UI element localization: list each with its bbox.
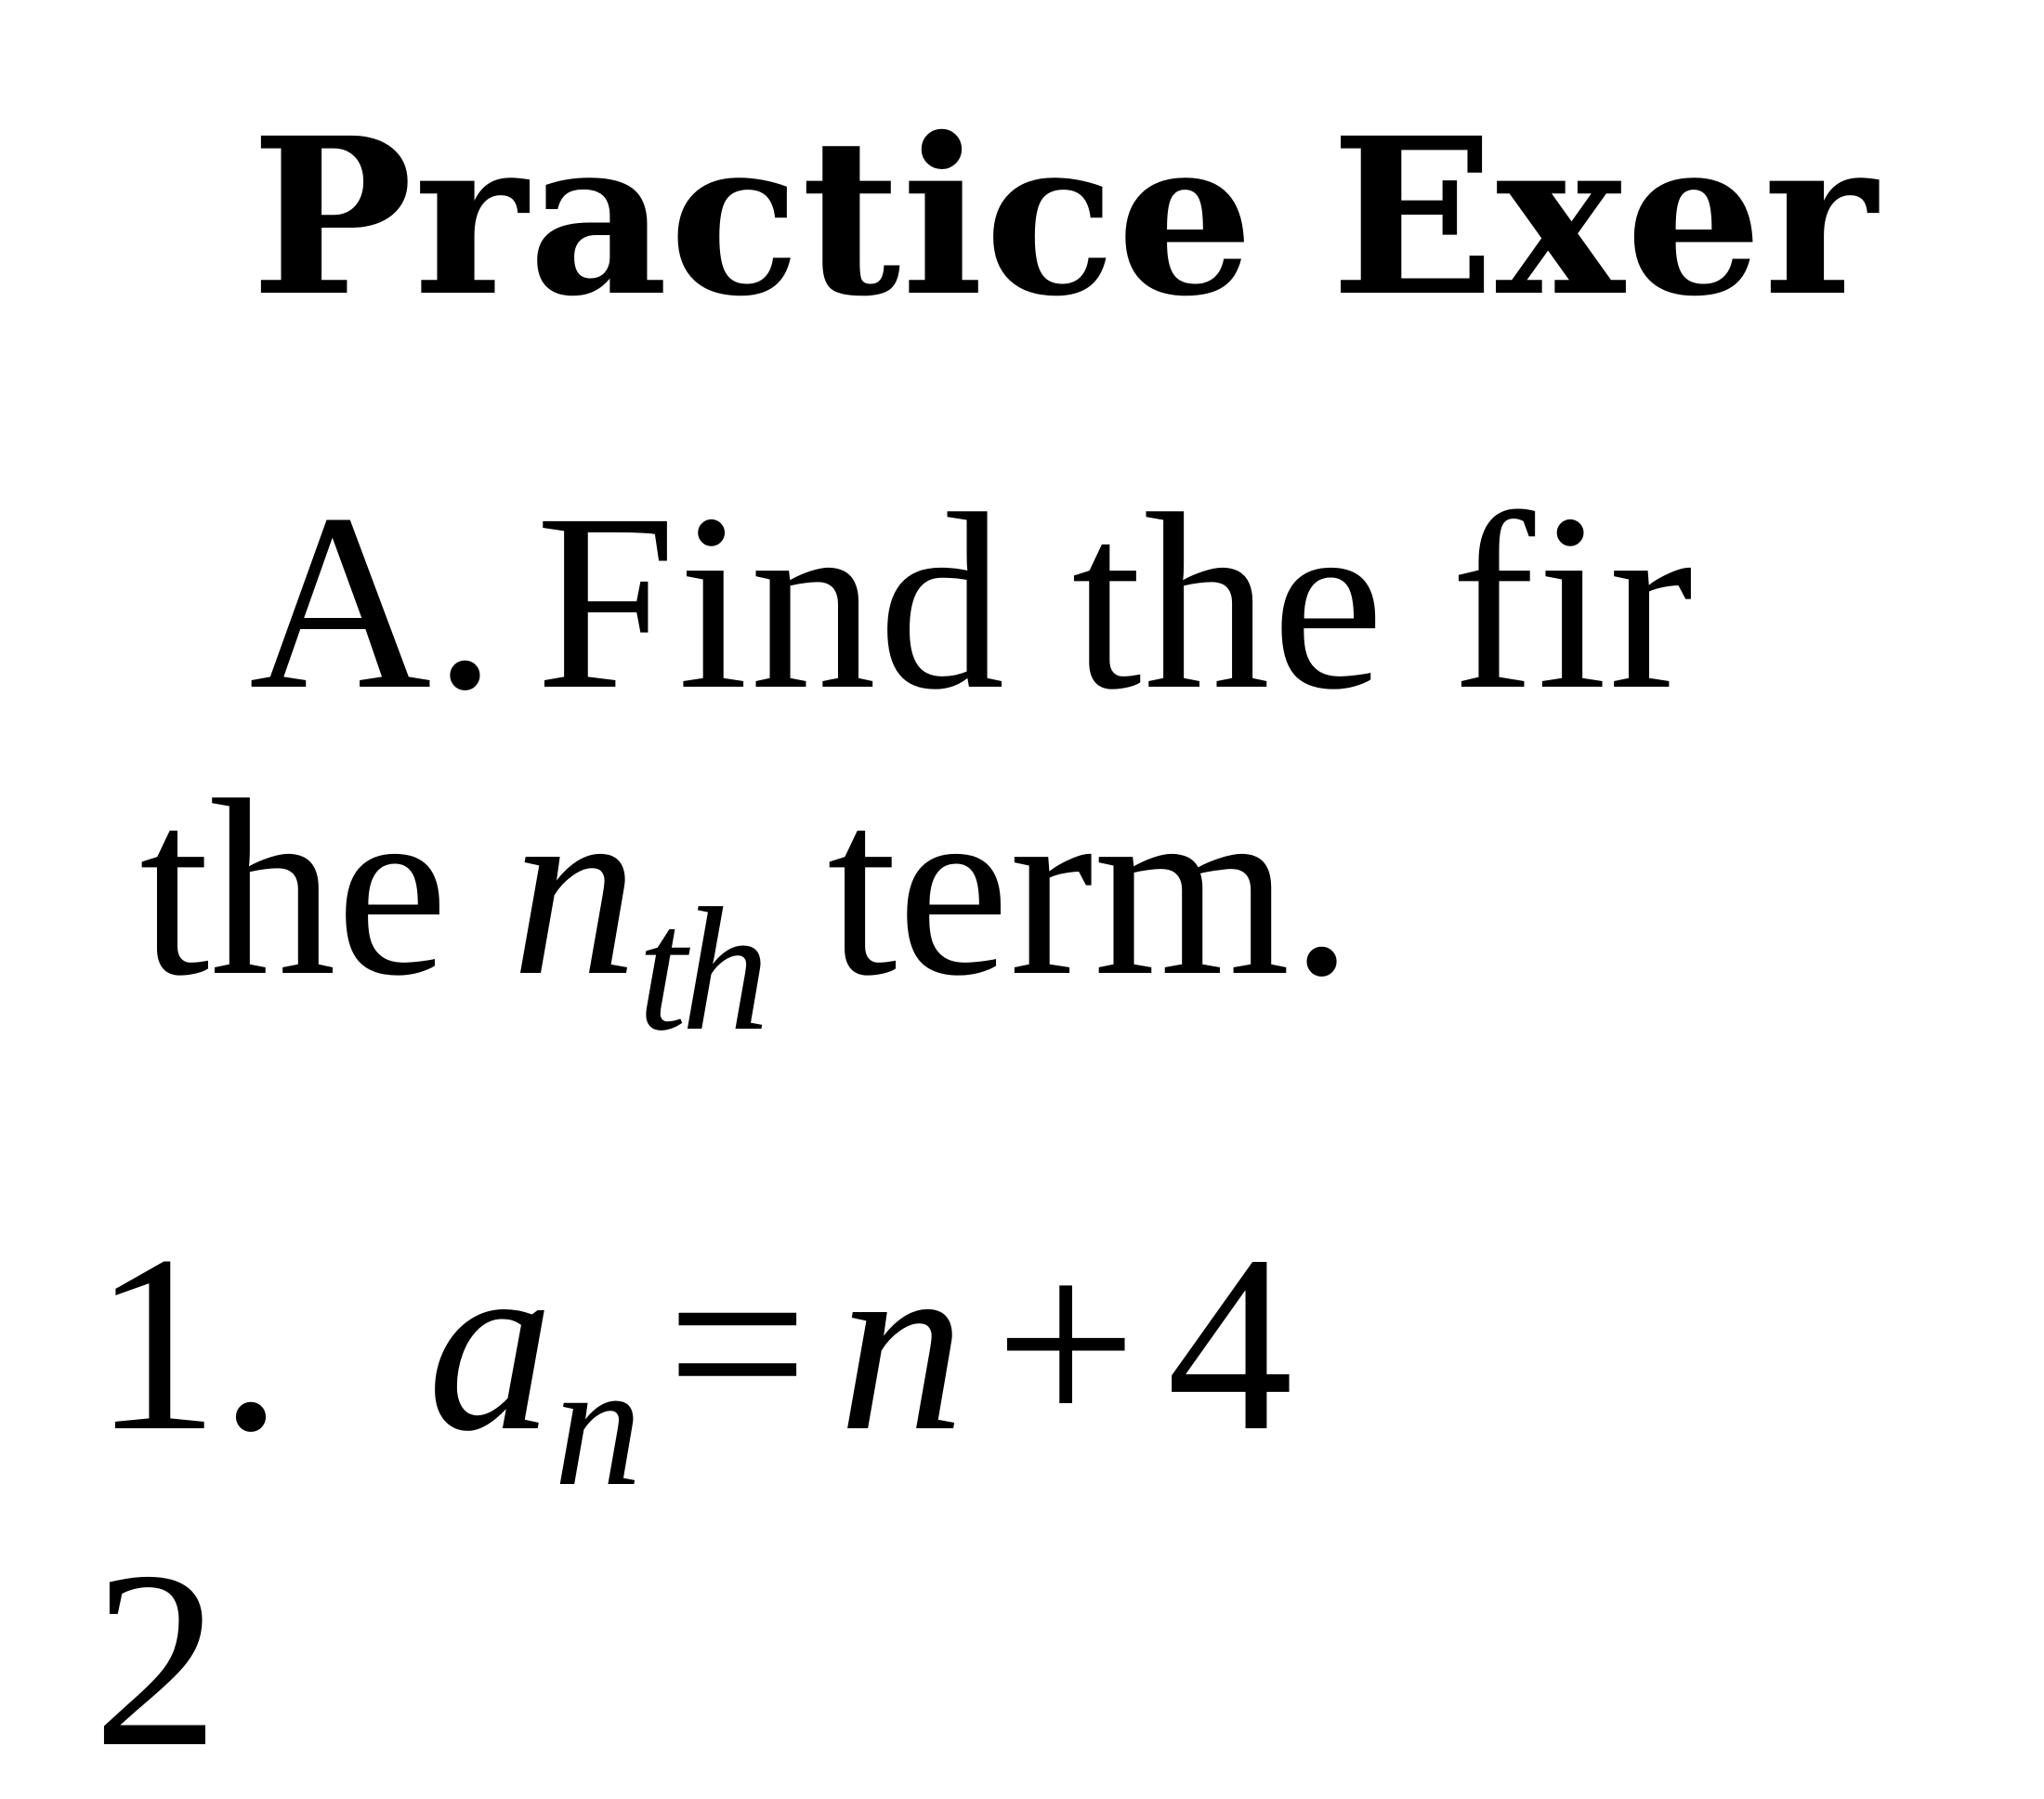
instruction-text-pre: the bbox=[139, 748, 449, 1028]
equation-lhs-variable: a bbox=[427, 1203, 554, 1483]
equation-rhs-variable: n bbox=[838, 1203, 965, 1483]
problem-number: 2 bbox=[93, 1519, 219, 1799]
section-label: A. bbox=[249, 462, 499, 742]
instruction-line-2 bbox=[139, 748, 1354, 1068]
math-variable: n bbox=[511, 748, 638, 1028]
equation-lhs-subscript: n bbox=[554, 1328, 636, 1523]
instruction-text: Find the fir bbox=[535, 462, 1696, 742]
equation-constant: 4 bbox=[1166, 1203, 1293, 1483]
math-subscript: th bbox=[637, 873, 765, 1068]
equation-plus-operator: + bbox=[994, 1203, 1137, 1483]
equation-operator: = bbox=[666, 1203, 809, 1483]
page-title: Practice Exer bbox=[251, 90, 1879, 344]
problem-item bbox=[93, 1203, 1293, 1523]
instruction-text-post: term. bbox=[827, 748, 1354, 1028]
problem-item bbox=[93, 1519, 427, 1799]
problem-number: 1. bbox=[93, 1203, 282, 1483]
instruction-line-1 bbox=[249, 462, 1696, 742]
